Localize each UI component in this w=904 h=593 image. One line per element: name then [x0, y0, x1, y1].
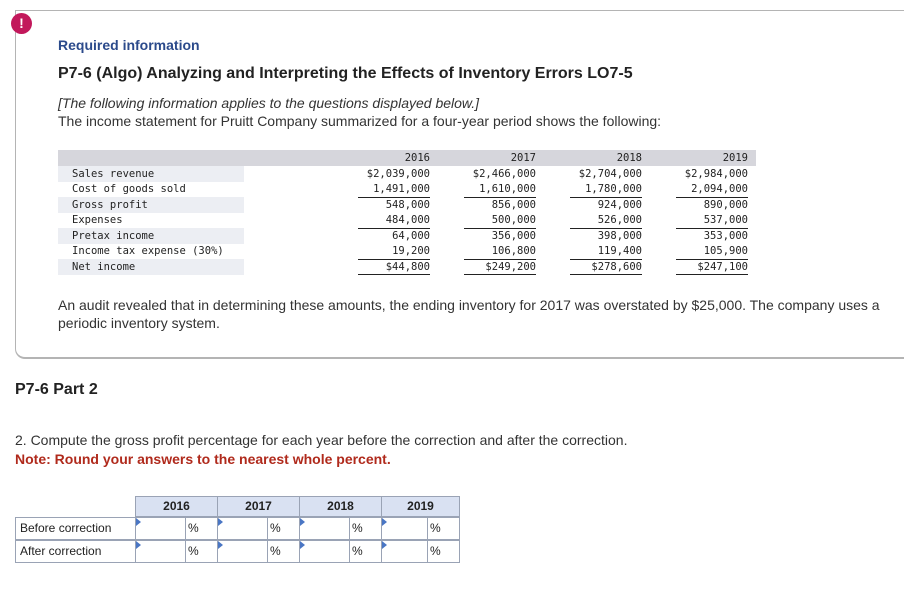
before-2019-input[interactable]: [381, 517, 428, 540]
value-cell: 924,000: [597, 199, 642, 211]
value-cell: $2,704,000: [578, 168, 642, 180]
statement-year-2019: 2019: [722, 152, 748, 164]
statement-year-2017: 2017: [510, 152, 536, 164]
input-marker-icon: [382, 541, 387, 549]
underline: [570, 259, 642, 260]
input-marker-icon: [218, 518, 223, 526]
percent-sign: %: [349, 540, 382, 563]
row-label-cost-of-goods-sold: Cost of goods sold: [72, 183, 186, 195]
row-label-sales-revenue: Sales revenue: [72, 168, 155, 180]
underline: [358, 259, 430, 260]
underline: [676, 228, 748, 229]
income-statement-table: [58, 150, 758, 275]
value-cell: 548,000: [385, 199, 430, 211]
row-label-after-correction: After correction: [15, 540, 136, 563]
intro-text: The income statement for Pruitt Company summarized for a four-year period shows the following:: [58, 113, 662, 129]
alert-icon: !: [11, 13, 32, 34]
percent-sign: %: [185, 540, 218, 563]
value-cell: 890,000: [703, 199, 748, 211]
value-cell: 398,000: [597, 230, 642, 242]
percent-sign: %: [267, 517, 300, 540]
input-marker-icon: [300, 541, 305, 549]
value-cell: 119,400: [597, 245, 642, 257]
input-marker-icon: [300, 518, 305, 526]
statement-year-2018: 2018: [616, 152, 642, 164]
double-underline: [464, 274, 536, 275]
value-cell: $44,800: [385, 261, 430, 273]
value-cell: $2,466,000: [472, 168, 536, 180]
value-cell: 526,000: [597, 214, 642, 226]
before-2017-input[interactable]: [217, 517, 268, 540]
before-2016-input[interactable]: [135, 517, 186, 540]
row-label-gross-profit: Gross profit: [72, 199, 148, 211]
value-cell: 537,000: [703, 214, 748, 226]
value-cell: 356,000: [491, 230, 536, 242]
part-heading: P7-6 Part 2: [15, 381, 98, 398]
input-marker-icon: [382, 518, 387, 526]
value-cell: 105,900: [703, 245, 748, 257]
row-label-net-income: Net income: [72, 261, 136, 273]
value-cell: 64,000: [392, 230, 430, 242]
value-cell: 1,610,000: [479, 183, 536, 195]
after-2017-input[interactable]: [217, 540, 268, 563]
value-cell: 1,491,000: [373, 183, 430, 195]
underline: [570, 228, 642, 229]
italic-note: [The following information applies to the questions displayed below.]: [58, 95, 480, 111]
value-cell: 500,000: [491, 214, 536, 226]
value-cell: 856,000: [491, 199, 536, 211]
answer-header-2018: 2018: [299, 496, 382, 517]
input-marker-icon: [136, 518, 141, 526]
value-cell: $247,100: [697, 261, 748, 273]
double-underline: [676, 274, 748, 275]
double-underline: [358, 274, 430, 275]
problem-title: P7-6 (Algo) Analyzing and Interpreting the Effects of Inventory Errors LO7-5: [58, 65, 633, 82]
input-marker-icon: [218, 541, 223, 549]
after-2016-input[interactable]: [135, 540, 186, 563]
before-2018-input[interactable]: [299, 517, 350, 540]
underline: [464, 259, 536, 260]
value-cell: $249,200: [485, 261, 536, 273]
row-label-income-tax-expense: Income tax expense (30%): [72, 245, 224, 257]
value-cell: 19,200: [392, 245, 430, 257]
underline: [358, 197, 430, 198]
value-cell: $2,039,000: [366, 168, 430, 180]
value-cell: $278,600: [591, 261, 642, 273]
value-cell: $2,984,000: [684, 168, 748, 180]
rounding-note: Note: Round your answers to the nearest whole percent.: [15, 451, 391, 467]
underline: [464, 228, 536, 229]
underline: [358, 228, 430, 229]
row-label-expenses: Expenses: [72, 214, 123, 226]
underline: [676, 259, 748, 260]
double-underline: [570, 274, 642, 275]
question-text: 2. Compute the gross profit percentage for each year before the correction and after the correction.: [15, 432, 628, 448]
underline: [464, 197, 536, 198]
input-marker-icon: [136, 541, 141, 549]
value-cell: 353,000: [703, 230, 748, 242]
row-label-pretax-income: Pretax income: [72, 230, 155, 242]
underline: [570, 197, 642, 198]
value-cell: 2,094,000: [691, 183, 748, 195]
percent-sign: %: [427, 540, 460, 563]
audit-text: An audit revealed that in determining these amounts, the ending inventory for 2017 was overstated by $25,000. The company uses a periodic inventory system.: [58, 297, 880, 331]
value-cell: 106,800: [491, 245, 536, 257]
answer-header-2019: 2019: [381, 496, 460, 517]
percent-sign: %: [185, 517, 218, 540]
underline: [676, 197, 748, 198]
statement-year-2016: 2016: [404, 152, 430, 164]
answer-header-2016: 2016: [135, 496, 218, 517]
after-2018-input[interactable]: [299, 540, 350, 563]
percent-sign: %: [427, 517, 460, 540]
required-information-heading: Required information: [58, 37, 200, 53]
row-label-before-correction: Before correction: [15, 517, 136, 540]
value-cell: 1,780,000: [585, 183, 642, 195]
after-2019-input[interactable]: [381, 540, 428, 563]
answer-header-2017: 2017: [217, 496, 300, 517]
percent-sign: %: [349, 517, 382, 540]
percent-sign: %: [267, 540, 300, 563]
value-cell: 484,000: [385, 214, 430, 226]
answer-table: [15, 496, 460, 564]
